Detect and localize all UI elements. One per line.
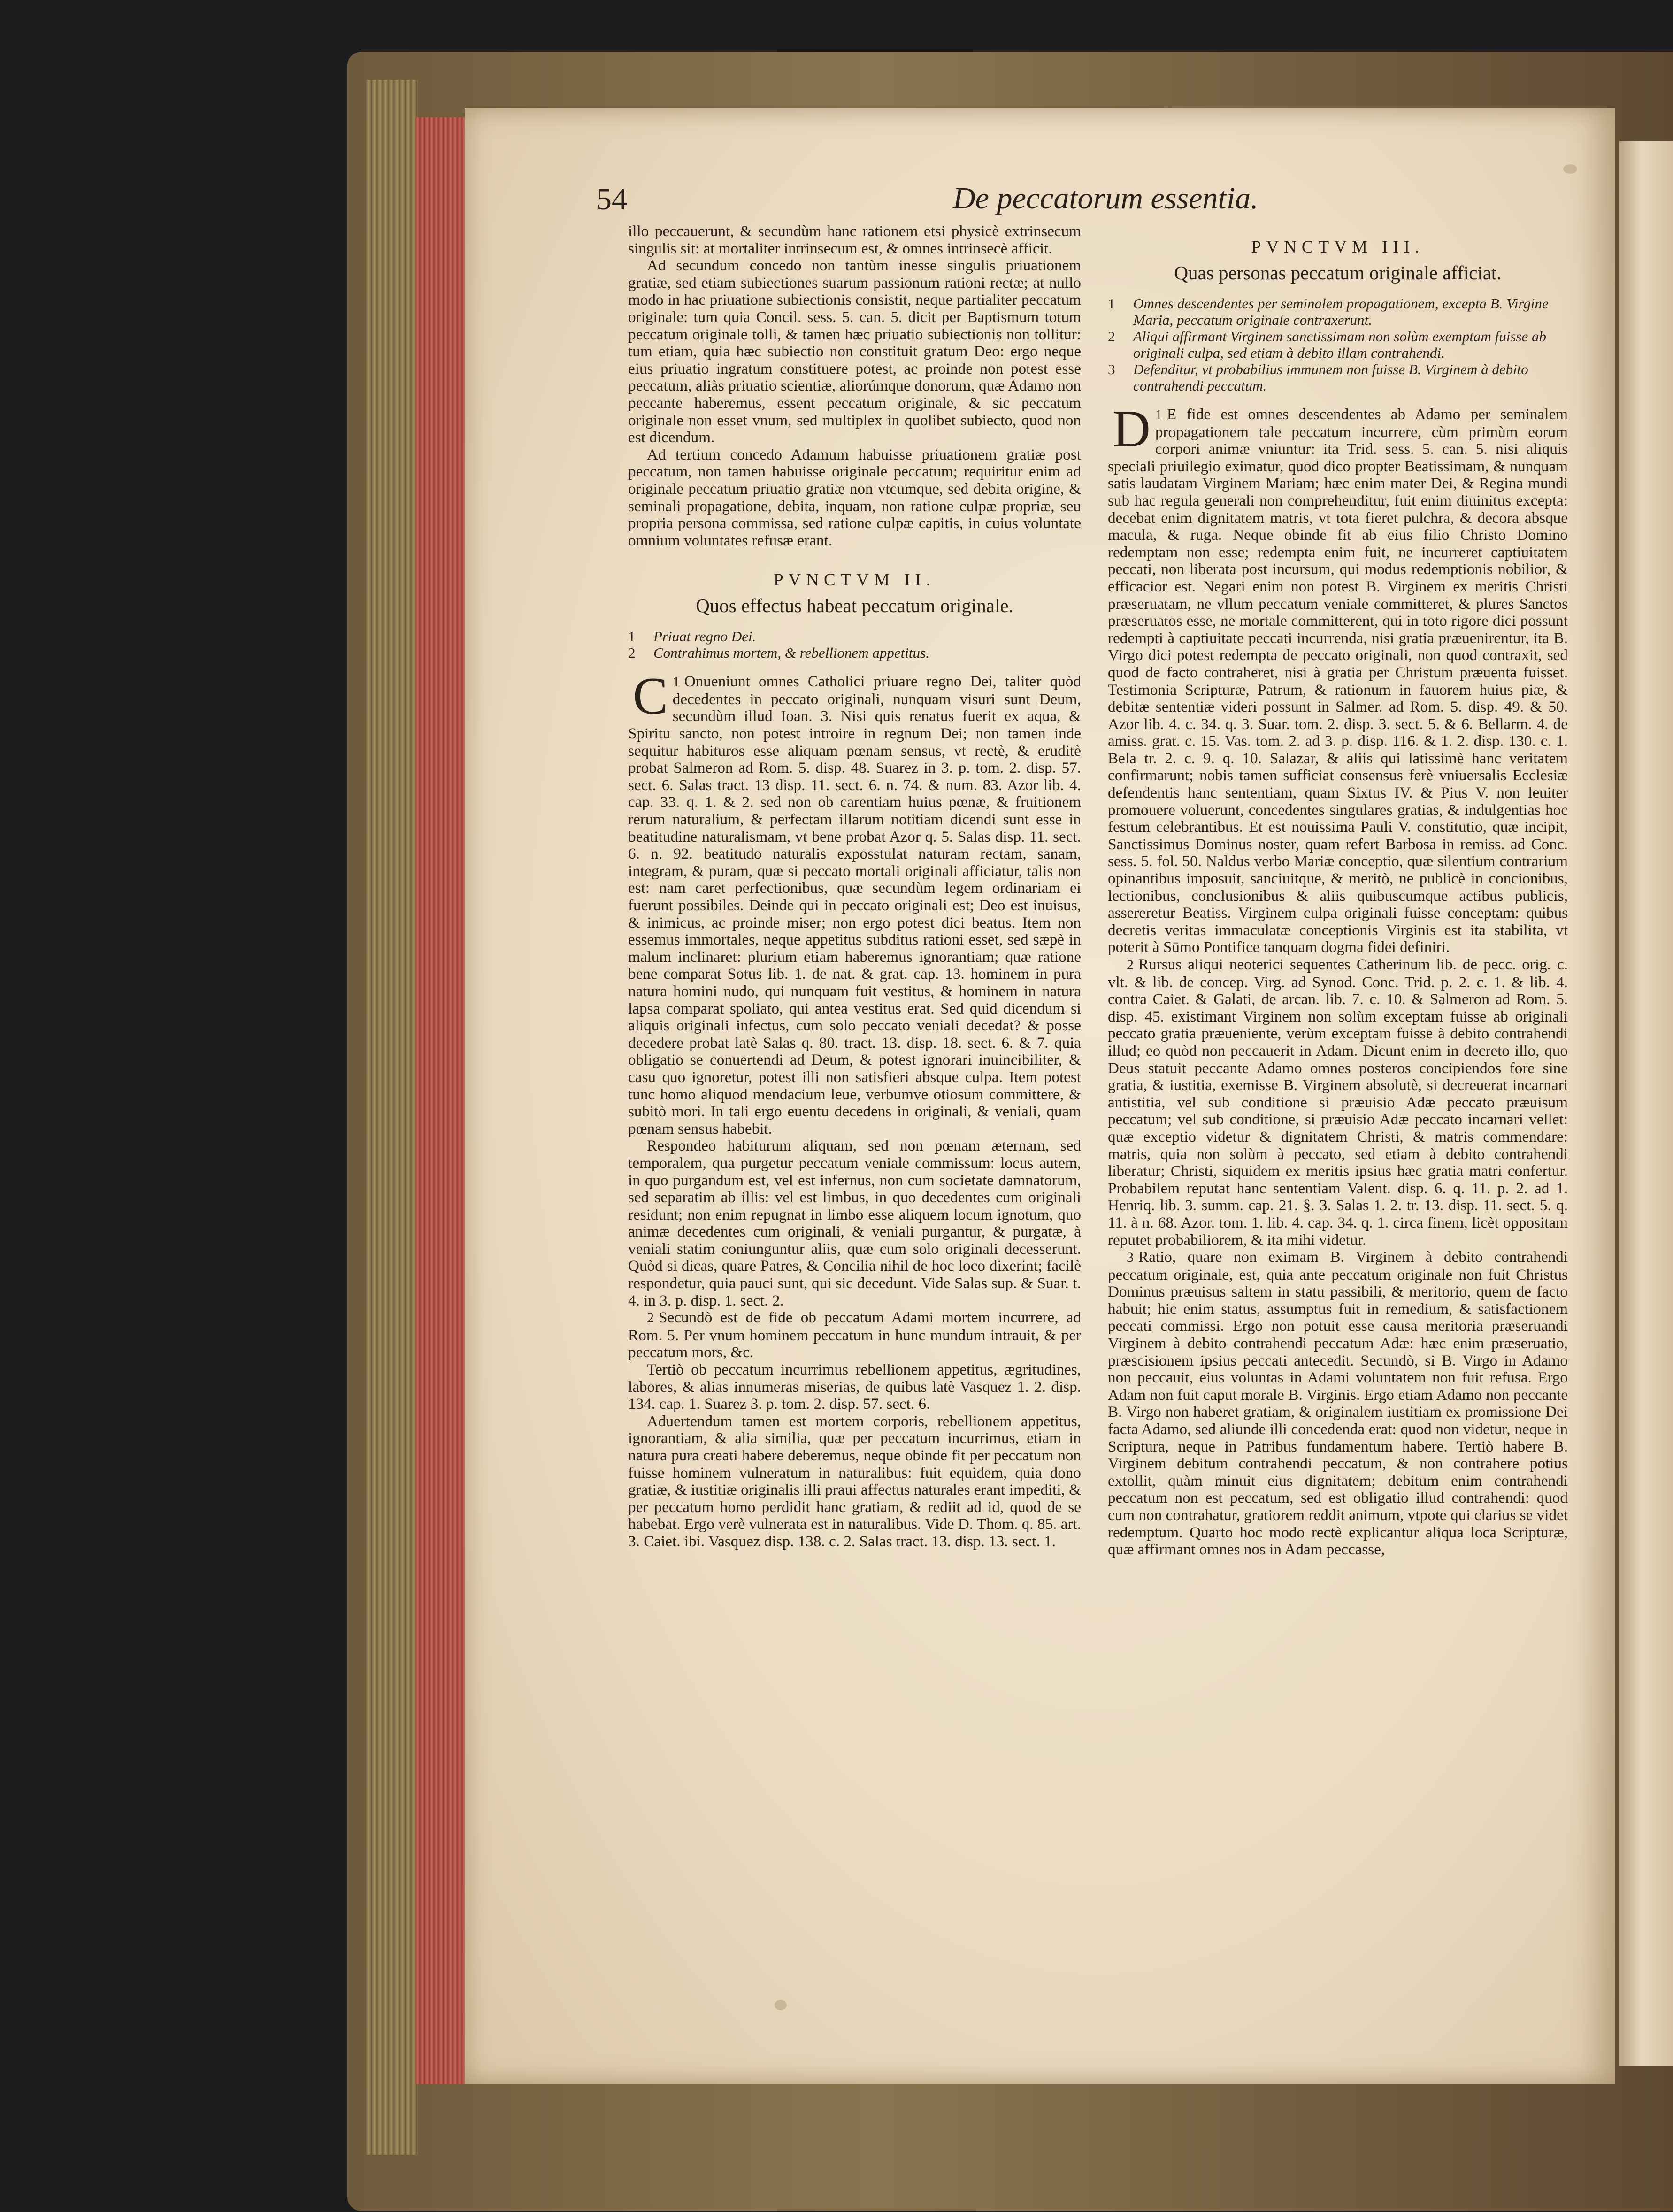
summary-number: 2: [628, 645, 636, 661]
running-head: De peccatorum essentia.: [953, 181, 1259, 215]
summary-item: [1108, 328, 1568, 361]
body-paragraph: Tertiò ob peccatum incurrimus rebellionem appetitus, ægritudines, labores, & alias innumeras miserias, de quibus latè Vasquez 1. 2. disp. 134. cap. 1. Suarez 3. p. tom. 2. disp. 57. sect. 6.: [628, 1361, 1081, 1413]
page-number: 54: [596, 182, 627, 216]
body-paragraph: [1108, 1249, 1568, 1559]
foxing-spot: [1563, 164, 1577, 174]
summary-item: [628, 645, 1081, 661]
intro-paragraph: Ad tertium concedo Adamum habuisse priuationem gratiæ post peccatum, non tamen habuisse originale peccatum; requiritur enim ad originale peccatum priuatio gratiæ non vtcumque, sed debita origine, & seminali propagatione, debita, inquam, non ratione culpæ propriæ, seu propria persona commissa, sed ratione culpæ capitis, in cuius voluntate omnium voluntates refusæ erant.: [628, 445, 1081, 549]
paragraph-text: Secundò est de fide ob peccatum Adami mortem incurrere, ad Rom. 5. Per vnum hominem peccatum in hunc mundum intrauit, & per peccatum mors, &c.: [628, 1309, 1081, 1361]
body-paragraph: Aduertendum tamen est mortem corporis, rebellionem appetitus, ignorantiam, & alia similia, quæ per peccatum incurrimus, etiam in natura pura creati habere deberemus, neque obinde fit per peccatum non fuisse hominem vulneratum in naturalibus: fuit equidem, quia dono gratiæ, & iustitiæ originalis illi praui affectus naturales erant impediti, & per peccatum homo perdidit hanc gratiam, & rediit ad id, quod de se habebat. Ergo verè vulnerata est in naturalibus. Vide D. Thom. q. 85. art. 3. Caiet. ibi. Vasquez disp. 138. c. 2. Salas tract. 13. disp. 13. sect. 1.: [628, 1412, 1081, 1550]
summary-number: 3: [1108, 361, 1115, 377]
summary-item: [1108, 295, 1568, 328]
section-title: Quos effectus habeat peccatum originale.: [696, 595, 1013, 617]
summary-item: [628, 628, 1081, 645]
paragraph-number: 3: [1127, 1250, 1134, 1266]
foxing-spot: [775, 2000, 787, 2010]
left-column: [628, 223, 1081, 1551]
paragraph-number: 1: [1155, 407, 1162, 422]
punctum-heading: PVNCTVM II.: [773, 570, 936, 590]
paragraph-number: 2: [1127, 957, 1134, 973]
summary-text: Aliqui affirmant Virginem sanctissimam non solùm exemptam fuisse ab originali culpa, sed etiam à debito illam contrahendi.: [1133, 328, 1547, 361]
body-paragraph: Respondeo habiturum aliquam, sed non pœnam æternam, sed temporalem, qua purgetur peccatum veniale commissum: locus autem, in quo purgandum est, vel est infernus, non cum societate damnatorum, sed separatim ab illis: vel est limbus, in quo decedentes cum originali residunt; non enim repugnat in limbo esse aliquem locum ignotum, quo animæ decedentes cum originali, & veniali purgantur, & purgatæ, à veniali statim coniunguntur aliis, quæ cum solo originali decesserunt. Quòd si dicas, quare Patres, & Concilia nihil de hoc loco dixerint; facilè respondetur, quia pauci sunt, qui sic decedunt. Vide Salas sup. & Suar. t. 4. in 3. p. disp. 1. sect. 2.: [628, 1137, 1081, 1309]
summary-text: Defenditur, vt probabilius immunem non fuisse B. Virginem à debito contrahendi peccatum.: [1133, 361, 1528, 394]
summary-number: 2: [1108, 328, 1115, 345]
body-paragraph: [1108, 400, 1568, 956]
body-paragraph: [1108, 956, 1568, 1249]
summary-list: [628, 628, 1081, 661]
summary-number: 1: [1108, 295, 1115, 312]
summary-item: [1108, 361, 1568, 394]
paragraph-number: 2: [647, 1310, 654, 1326]
summary-text: Contrahimus mortem, & rebellionem appetitus.: [653, 645, 929, 661]
intro-paragraph: Ad secundum concedo non tantùm inesse singulis priuationem gratiæ, sed etiam subiectiones suarum passionum rationi rectæ; at nullo modo in hac priuatione subiectionis consistit, neque partialiter peccatum originale: tum quia Concil. sess. 5. can. 5. dicit per Baptismum totum peccatum originale tolli, & tamen hæc priuatio subiectionis non tollitur: tum etiam, quia hæc subiectio non constituit gratum Deo: ergo neque eius priuatio ingratum constituere potest, ac proinde non potest esse peccatum, aliàs priuatio scientiæ, aliorúmque donorum, quæ Adamo non peccante haberemus, essent peccatum originale, & sic peccatum originale non esset vnum, sed multiplex in quolibet subiecto, quod non est dicendum.: [628, 257, 1081, 446]
page-edges-gilt: [366, 80, 418, 2155]
summary-text: Omnes descendentes per seminalem propagationem, excepta B. Virgine Maria, peccatum originale contraxerunt.: [1133, 295, 1549, 328]
summary-text: Priuat regno Dei.: [653, 628, 756, 645]
paragraph-text: Rursus aliqui neoterici sequentes Catherinum lib. de pecc. orig. c. vlt. & lib. de concep. Virg. ad Synod. Conc. Trid. p. 2. c. 1. & lib. 4. contra Caiet. & Galati, de arcan. lib. 7. c. 10. & Salmeron ad Rom. 5. disp. 45. existimant Virginem non solùm exceptam fuisse ab originali peccato gratia præueniente, verùm exceptam fuisse à debito contrahendi illud; eo quòd non peccauerit in Adam. Dicunt enim in decreto illo, quo Deus statuit peccante Adamo omnes posteros concipiendos fore sine gratia, & iustitia, exemisse B. Virginem absolutè, si decreuerat incarnari antistitia, vel sub conditione si præuisio Adæ peccato præuisum peccatum; vel sub conditione, si præuisio Adæ peccato incarnari vellet: quæ exceptio videtur & dignitatem Christi, & matris commendare: matris, quia non solùm à peccato, sed etiam à debito contrahendi liberatur; Christi, siquidem ex meritis ipsius hæc gratia matri confertur. Probabilem reputat hanc sententiam Valent. disp. 6. q. 11. p. 2. ad 1. Henriq. lib. 3. summ. cap. 21. §. 3. Salas 1. 2. tr. 13. disp. 11. sect. 5. q. 11. à n. 68. Azor. tom. 1. lib. 4. cap. 34. q. 1. circa finem, licèt oppositam reputet probabiliorem, & ita mihi videtur.: [1108, 956, 1568, 1249]
drop-cap: C: [633, 667, 668, 726]
summary-list: [1108, 295, 1568, 394]
paragraph-text: Onueniunt omnes Catholici priuare regno Dei, taliter quòd decedentes in peccato originali, nunquam visuri sunt Deum, secundùm illud Ioan. 3. Nisi quis renatus fuerit ex aqua, & Spiritu sancto, non potest introire in regnum Dei; non tamen inde sequitur habituros esse aliquam pœnam sensus, vt rectè, & eruditè probat Salmeron ad Rom. 5. disp. 48. Suarez in 3. p. tom. 2. disp. 57. sect. 6. Salas tract. 13 disp. 11. sect. 6. n. 74. & num. 83. Azor lib. 4. cap. 33. q. 1. & 2. sed non ob carentiam huius pœnæ, & fruitionem rerum naturalium, & perfectam illarum notitiam dicendi sunt esse in beatitudine naturalismam, vt bene probat Azor q. 5. Salas disp. 11. sect. 6. n. 92. beatitudo naturalis exposstulat naturam rectam, sanam, integram, & puram, quæ si peccato mortali originali afficiatur, talis non est: nam caret perfectionibus, quæ secundùm legem ordinariam ei fuerunt possibiles. Deinde qui in peccato originali est; Deo est inuisus, & inimicus, ac proinde miser; non ergo potest dici beatus. Item non essemus immortales, neque appetitus subditus rationi esset, sed sæpè in malum inclinaret: plurium etiam haberemus ignorantiam; quæ ratione bene comparat Sotus lib. 1. de nat. & grat. cap. 13. hominem in pura natura homini nudo, qui nunquam fuit vestitus, & hominem in natura lapsa comparat spoliato, qui antea vestitus erat. Sed quid dicendum si aliquis originali infectus, cum solo peccato veniali decedat? & posse decedere probat latè Salas q. 80. tract. 13. disp. 18. sect. 6. & 7. quia obligatio se conuertendi ad Deum, & potest ignorari inuincibiliter, & casu quo ignoretur, potest illi non satisfieri absque culpa. Item potest tunc homo aliquod mendacium leue, verbumve otiosum committere, & subitò mori. In tali ergo euentu decedens in originali, & veniali, quam pœnam sensus habebit.: [628, 673, 1081, 1137]
right-column: [1108, 223, 1568, 1559]
summary-number: 1: [628, 628, 636, 645]
paragraph-number: 1: [672, 674, 680, 690]
page-edges-red: [415, 117, 469, 2084]
body-paragraph: [628, 1309, 1081, 1361]
paragraph-text: E fide est omnes descendentes ab Adamo per seminalem propagationem tale peccatum incurrere, cùm primùm eorum corpori animæ vniuntur: ita Trid. sess. 5. can. 5. nisi aliquis speciali priuilegio eximatur, quod dico propter Beatissimam, & nunquam satis laudatam Virginem Mariam; hæc enim mater Dei, & Regina mundi sub hac regula generali non comprehenditur, fuit enim diuinitus excepta: decebat enim dignitatem matris, vt tota fieret pulchra, & decora absque macula, & ruga. Neque obinde fit ab eius filio Christo Domino redemptam non esse; redempta enim fuit, ne incurreret captiuitatem peccati, non liberata post incursum, qui modus redemptionis nobilior, & efficacior est. Negari enim non potest B. Virginem ex meritis Christi præseruatam, ne vllum peccatum veniale committeret, & plures Sanctos præseruatos esse, ne mortale committerent, qui in toto rigore dici possunt redempti à captiuitate peccati incurrenda, nisi gratia præuenirentur, ita B. Virgo dici potest redempta de peccato originali, non quod contraxit, sed quod de facto contraheret, nisi à gratia per Christum præuenta fuisset. Testimonia Scripturæ, Patrum, & rationum in fauorem huius piæ, & debitæ sententiæ videri possunt in Salmer. ad Rom. 5. disp. 49. & 50. Azor lib. 4. c. 34. q. 3. Suar. tom. 2. disp. 3. sect. 5. & 6. Bellarm. 4. de amiss. grat. c. 15. Vas. tom. 2. ad 3. p. disp. 116. & 1. 2. disp. 130. c. 1. Bela tr. 2. c. 9. q. 10. Salazar, & aliis qui latissimè hanc veritatem confirmarunt; nobis tamen sufficiat consensus ferè vniuersalis Ecclesiæ defendentis hanc sententiam, quam Sixtus IV. & Pius V. non leuiter promouere voluerunt, concedentes singulares gratias, & indulgentias hoc festum celebrantibus. Et est nouissima Pauli V. constitutio, quæ incipit, Sanctissimus Dominus noster, quam refert Barbosa in remiss. ad Conc. sess. 5. fol. 50. Naldus verbo Mariæ conceptio, quæ silentium contrarium opinantibus imposuit, sanciuitque, & meritò, ne publicè in concionibus, lectionibus, conclusionibus & aliis quibuscumque actibus publicis, assereretur Beatiss. Virginem culpa originali fuisse conceptam: quibus decretis veritas immaculatæ conceptionis Virginis est ita stabilita, vt poterit à Sūmo Pontifice tanquam dogma fidei definiri.: [1108, 406, 1568, 956]
body-paragraph: [628, 667, 1081, 1137]
drop-cap: D: [1113, 400, 1151, 458]
facing-page-edge: [1619, 141, 1673, 2066]
punctum-heading: PVNCTVM III.: [1251, 238, 1425, 257]
intro-paragraph: illo peccauerunt, & secundùm hanc rationem etsi physicè extrinsecum singulis sit: at mortaliter intrinsecum est, & omnes intrinsecè afficit.: [628, 223, 1081, 257]
section-title: Quas personas peccatum originale afficiat.: [1174, 262, 1502, 284]
paragraph-text: Ratio, quare non eximam B. Virginem à debito contrahendi peccatum originale, est, quia ante peccatum originale non fuit Christus Dominus præuisus saltem in statu passibili, & meritorio, quem de facto habuit; hic enim status, assumptus fuit in remedium, & satisfactionem peccati commissi. Ergo non potuit esse causa meritoria præseruandi Virginem à debito contrahendi peccatum Adæ: hæc enim præseruatio, præscisionem ipsius peccati antecedit. Secundò, si B. Virgo in Adamo non peccauit, eius voluntas in Adami voluntatem non fuit refusa. Ergo Adam non fuit caput morale B. Virginis. Ergo etiam Adamo non peccante B. Virgo non haberet gratiam, & originalem iustitiam ex promissione Dei facta Adamo, sed aliunde illi concedenda erat: quod non videtur, neque in Scriptura, neque in Patribus fundamentum habere. Tertiò habere B. Virginem debitum contrahendi peccatum, & non contrahere potius extollit, quàm minuit eius dignitatem; debitum enim contrahendi peccatum non est peccatum, sed est obligatio illud contrahendi: quod cum non contrahatur, gratiorem reddit animum, vtpote qui clarius se videt redemptum. Quarto hoc modo rectè explicantur aliqua loca Scripturæ, quæ affirmant omnes nos in Adam peccasse,: [1108, 1248, 1568, 1559]
